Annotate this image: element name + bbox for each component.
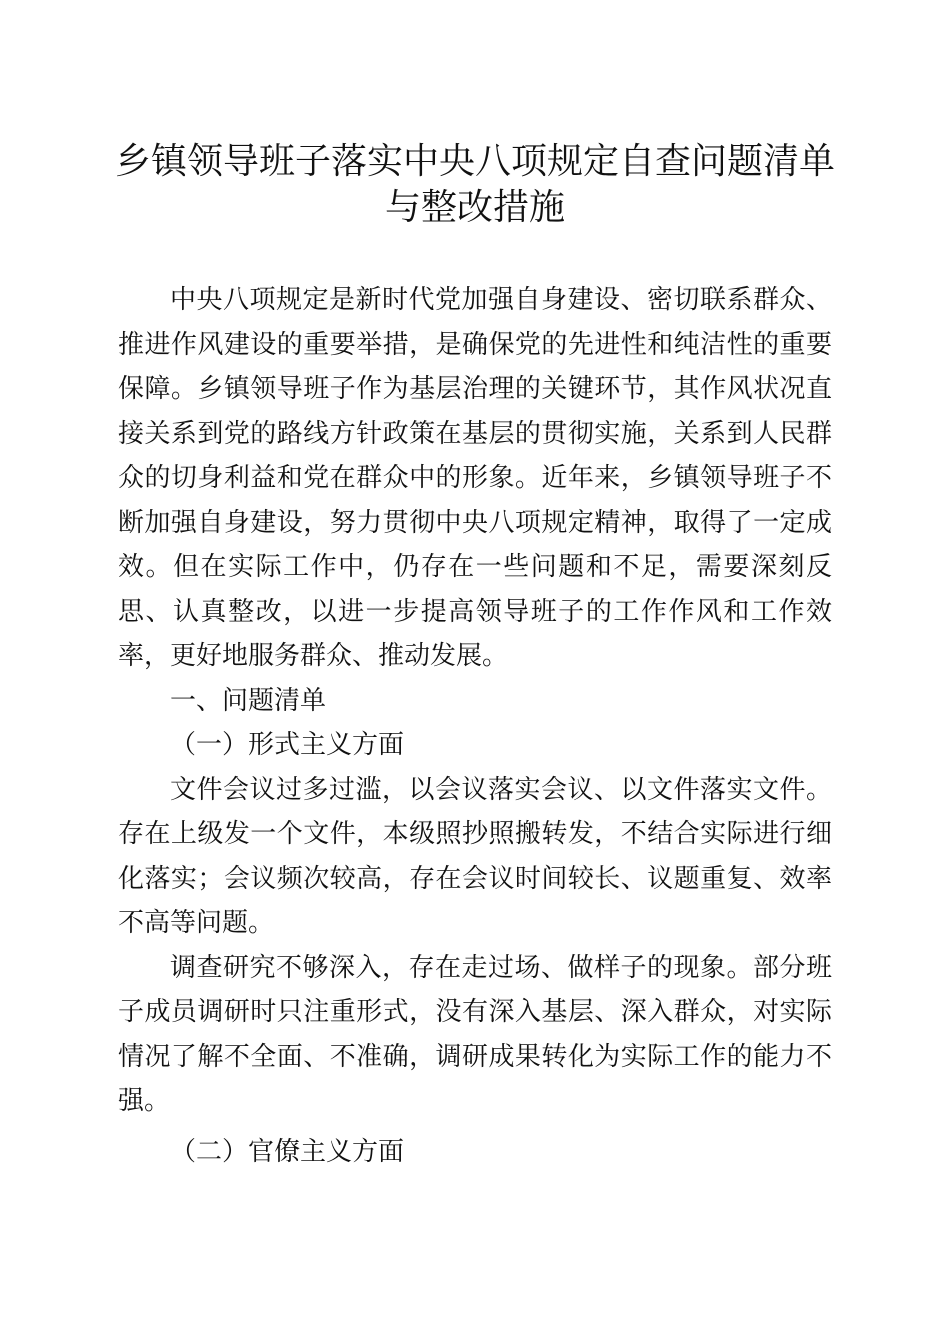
paragraph-meetings-documents: 文件会议过多过滥，以会议落实会议、以文件落实文件。存在上级发一个文件，本级照抄照搬转发，不结合实际进行细化落实；会议频次较高，存在会议时间较长、议题重复、效率不高等问题。: [118, 774, 832, 938]
document-title-line1: 乡镇领导班子落实中央八项规定自查问题清单: [114, 141, 835, 182]
document-title-line2: 与整改措施: [384, 187, 565, 228]
document-body: [118, 278, 832, 1174]
section-heading-problem-list: 一、问题清单: [170, 685, 327, 716]
subsection-heading-formalism: （一）形式主义方面: [170, 730, 405, 760]
paragraph-investigation-research: 调查研究不够深入，存在走过场、做样子的现象。部分班子成员调研时只注重形式，没有深入基层、深入群众，对实际情况了解不全面、不准确，调研成果转化为实际工作的能力不强。: [118, 952, 832, 1116]
subsection-heading-bureaucracy: （二）官僚主义方面: [170, 1136, 405, 1167]
intro-paragraph: 中央八项规定是新时代党加强自身建设、密切联系群众、推进作风建设的重要举措，是确保党的先进性和纯洁性的重要保障。乡镇领导班子作为基层治理的关键环节，其作风状况直接关系到党的路线方针政策在基层的贯彻实施，关系到人民群众的切身利益和党在群众中的形象。近年来，乡镇领导班子不断加强自身建设，努力贯彻中央八项规定精神，取得了一定成效。但在实际工作中，仍存在一些问题和不足，需要深刻反思、认真整改，以进一步提高领导班子的工作作风和工作效率，更好地服务群众、推动发展。: [118, 285, 832, 671]
